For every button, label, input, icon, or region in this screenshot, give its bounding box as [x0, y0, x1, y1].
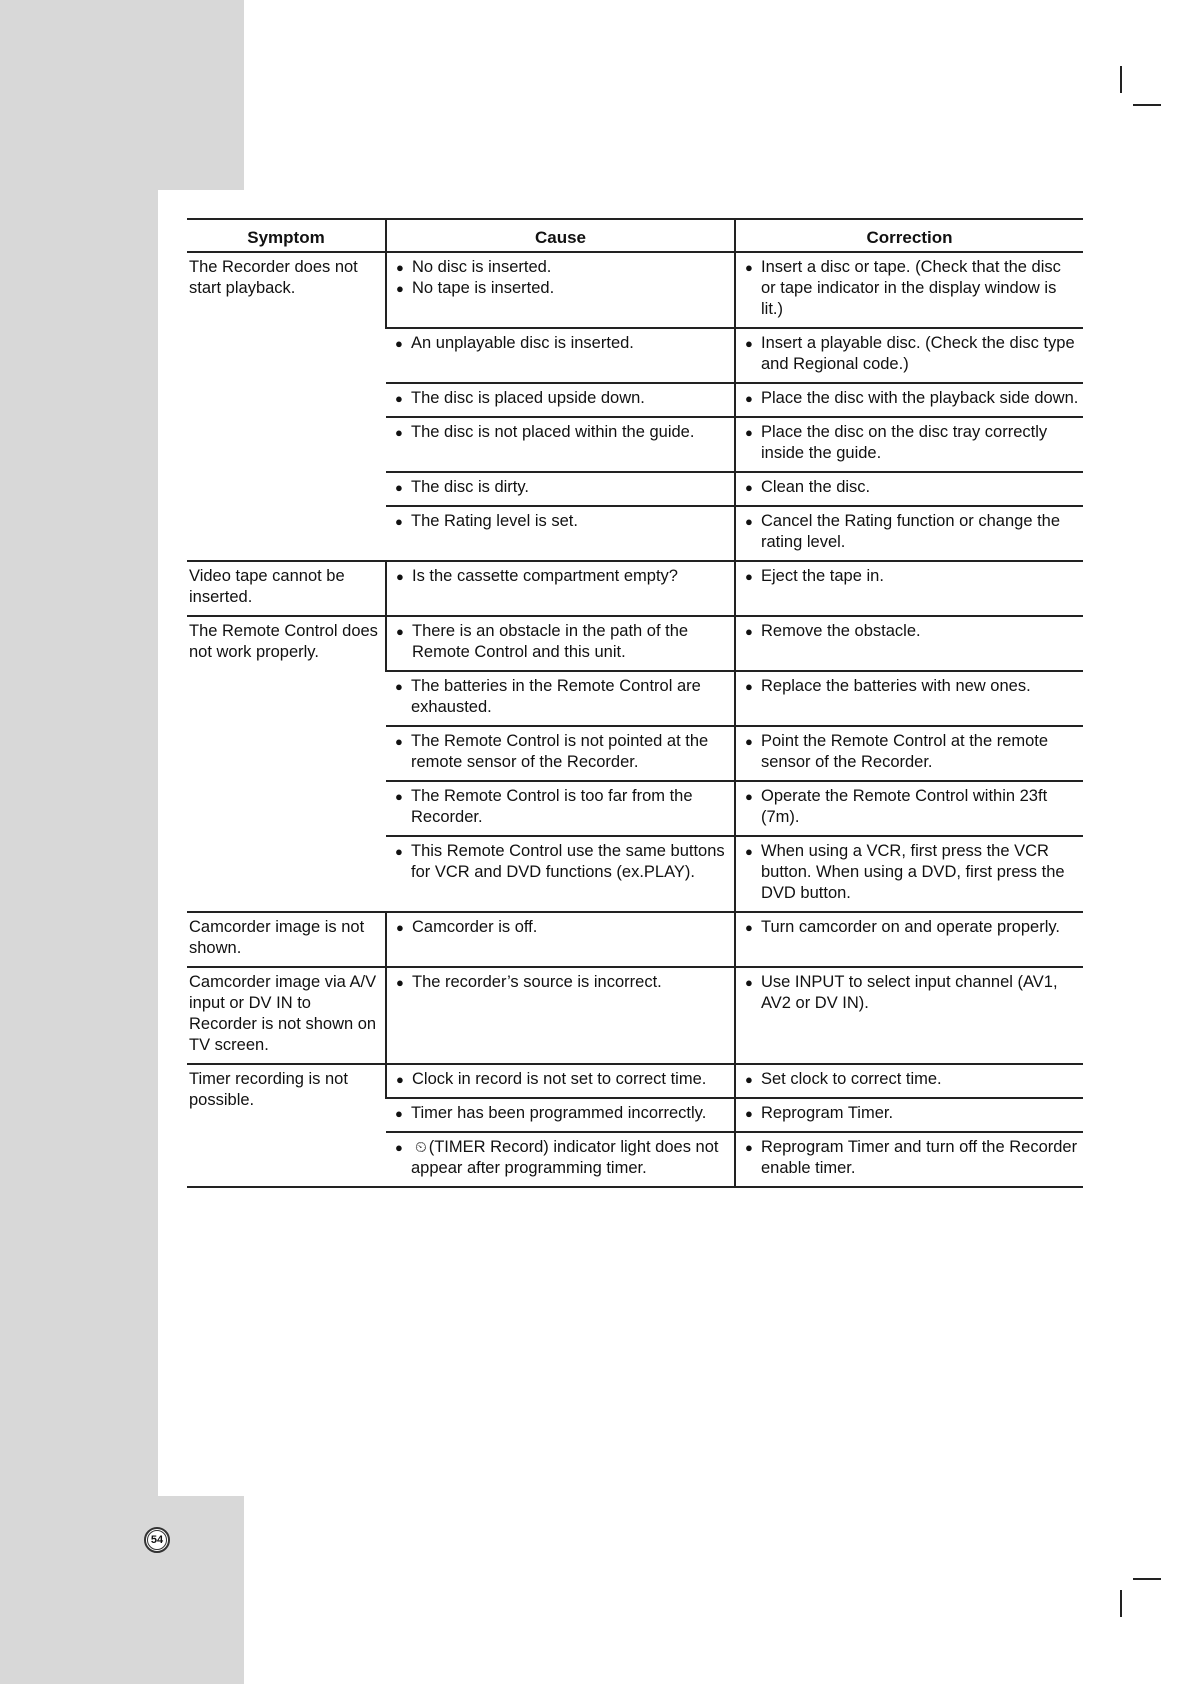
bullet-icon: ●	[745, 260, 753, 275]
cause-text: The disc is placed upside down.	[411, 389, 645, 407]
table-row	[187, 616, 1083, 671]
cause-cell	[386, 1098, 735, 1132]
margin-band-middle	[0, 190, 158, 1496]
correction-text: When using a VCR, first press the VCR button. When using a DVD, first press the DVD button.	[761, 842, 1065, 902]
cause-cell	[386, 671, 735, 726]
correction-cell	[735, 252, 1083, 328]
cause-text: (TIMER Record) indicator light does not appear after programming timer.	[411, 1138, 719, 1177]
crop-mark	[1120, 1590, 1122, 1617]
table-row	[187, 967, 1083, 1064]
bullet-icon: ●	[745, 844, 753, 859]
correction-text: Cancel the Rating function or change the rating level.	[761, 512, 1061, 551]
bullet-icon: ●	[745, 1106, 753, 1121]
bullet-icon: ●	[745, 1140, 753, 1155]
cause-text: The disc is not placed within the guide.	[411, 423, 695, 441]
correction-cell	[735, 561, 1083, 616]
bullet-icon: ●	[745, 624, 753, 639]
bullet-icon: ●	[745, 480, 753, 495]
symptom-cell: Camcorder image is not shown.	[187, 912, 386, 967]
bullet-icon: ●	[395, 734, 403, 749]
correction-text: Clean the disc.	[761, 478, 871, 496]
correction-text: Replace the batteries with new ones.	[761, 677, 1031, 695]
bullet-icon: ●	[745, 734, 753, 749]
correction-cell	[735, 1064, 1083, 1098]
correction-cell	[735, 616, 1083, 671]
page-number: 54	[147, 1530, 167, 1550]
correction-cell	[735, 417, 1083, 472]
cause-cell	[386, 252, 735, 328]
correction-text: Eject the tape in.	[761, 567, 884, 585]
table-row	[187, 912, 1083, 967]
bullet-icon: ●	[395, 480, 403, 495]
correction-text: Use INPUT to select input channel (AV1, AV2 or DV IN).	[761, 973, 1058, 1012]
cause-text: This Remote Control use the same buttons for VCR and DVD functions (ex.PLAY).	[411, 842, 725, 881]
bullet-icon: ●	[745, 679, 753, 694]
cause-cell	[386, 506, 735, 561]
cause-cell	[386, 472, 735, 506]
symptom-cell: Camcorder image via A/V input or DV IN to Recorder is not shown on TV screen.	[187, 967, 386, 1064]
cause-cell	[386, 967, 735, 1064]
correction-cell	[735, 912, 1083, 967]
cause-cell	[386, 616, 735, 671]
timer-record-icon: ⏲	[415, 1139, 427, 1156]
bullet-icon: ●	[745, 569, 753, 584]
correction-text: Turn camcorder on and operate properly.	[761, 918, 1060, 936]
crop-mark	[1133, 104, 1161, 106]
bullet-icon: ●	[745, 425, 753, 440]
bullet-icon: ●	[395, 679, 403, 694]
correction-cell	[735, 836, 1083, 912]
cause-cell	[386, 1064, 735, 1098]
symptom-cell: The Remote Control does not work properly.	[187, 616, 386, 912]
correction-cell	[735, 671, 1083, 726]
cause-text: The disc is dirty.	[411, 478, 529, 496]
correction-cell	[735, 781, 1083, 836]
bullet-icon: ●	[395, 1140, 403, 1155]
cause-cell	[386, 1132, 735, 1187]
table-row	[187, 1064, 1083, 1098]
correction-cell	[735, 1098, 1083, 1132]
cause-text: There is an obstacle in the path of the Remote Control and this unit.	[412, 622, 689, 661]
cause-header: Cause	[386, 219, 735, 252]
bullet-icon: ●	[395, 1106, 403, 1121]
cause-text: Camcorder is off.	[412, 918, 538, 936]
correction-text: Operate the Remote Control within 23ft (7m).	[761, 787, 1048, 826]
correction-cell	[735, 967, 1083, 1064]
correction-cell	[735, 726, 1083, 781]
correction-text: Remove the obstacle.	[761, 622, 921, 640]
correction-header: Correction	[735, 219, 1083, 252]
bullet-icon: ●	[745, 920, 753, 935]
correction-text: Point the Remote Control at the remote sensor of the Recorder.	[761, 732, 1049, 771]
cause-cell	[386, 328, 735, 383]
cause-cell	[386, 561, 735, 616]
bullet-icon: ●	[395, 514, 403, 529]
bullet-icon: ●	[396, 975, 404, 990]
bullet-icon: ●	[745, 336, 753, 351]
symptom-cell: Timer recording is not possible.	[187, 1064, 386, 1187]
cause-text: The Remote Control is too far from the Recorder.	[411, 787, 693, 826]
correction-cell	[735, 1132, 1083, 1187]
cause-text: The Remote Control is not pointed at the remote sensor of the Recorder.	[411, 732, 709, 771]
margin-band-top	[0, 0, 244, 190]
correction-cell	[735, 506, 1083, 561]
symptom-header: Symptom	[187, 219, 386, 252]
cause-cell	[386, 912, 735, 967]
table-header-row	[187, 219, 1083, 252]
bullet-icon: ●	[396, 624, 404, 639]
bullet-icon: ●	[396, 1072, 404, 1087]
cause-text: The recorder’s source is incorrect.	[412, 973, 662, 991]
cause-text: No tape is inserted.	[412, 279, 555, 297]
bullet-icon: ●	[745, 975, 753, 990]
cause-cell	[386, 383, 735, 417]
symptom-cell: The Recorder does not start playback.	[187, 252, 386, 561]
table-row	[187, 252, 1083, 328]
bullet-icon: ●	[745, 1072, 753, 1087]
correction-text: Insert a playable disc. (Check the disc type and Regional code.)	[761, 334, 1075, 373]
bullet-icon: ●	[395, 336, 403, 351]
troubleshooting-table	[187, 218, 1083, 1188]
cause-cell	[386, 781, 735, 836]
correction-text: Set clock to correct time.	[761, 1070, 942, 1088]
margin-band-bottom	[0, 1496, 244, 1684]
bullet-icon: ●	[396, 260, 404, 275]
cause-cell	[386, 417, 735, 472]
correction-cell	[735, 383, 1083, 417]
crop-mark	[1133, 1578, 1161, 1580]
bullet-icon: ●	[745, 391, 753, 406]
correction-text: Insert a disc or tape. (Check that the disc or tape indicator in the display window is lit.)	[761, 258, 1061, 318]
cause-text: Is the cassette compartment empty?	[412, 567, 678, 585]
correction-text: Place the disc with the playback side down.	[761, 389, 1079, 407]
table-row	[187, 561, 1083, 616]
page-number-badge	[144, 1527, 170, 1553]
bullet-icon: ●	[395, 425, 403, 440]
cause-cell	[386, 836, 735, 912]
correction-text: Reprogram Timer and turn off the Recorder enable timer.	[761, 1138, 1078, 1177]
bullet-icon: ●	[395, 391, 403, 406]
cause-cell	[386, 726, 735, 781]
bullet-icon: ●	[745, 789, 753, 804]
correction-text: Place the disc on the disc tray correctly inside the guide.	[761, 423, 1048, 462]
cause-text: No disc is inserted.	[412, 258, 552, 276]
bullet-icon: ●	[395, 844, 403, 859]
cause-text: Timer has been programmed incorrectly.	[411, 1104, 707, 1122]
cause-text: Clock in record is not set to correct time.	[412, 1070, 707, 1088]
bullet-icon: ●	[396, 569, 404, 584]
symptom-cell: Video tape cannot be inserted.	[187, 561, 386, 616]
cause-text: The Rating level is set.	[411, 512, 578, 530]
cause-text: An unplayable disc is inserted.	[411, 334, 634, 352]
cause-text: The batteries in the Remote Control are exhausted.	[411, 677, 701, 716]
bullet-icon: ●	[396, 281, 404, 296]
correction-cell	[735, 328, 1083, 383]
correction-cell	[735, 472, 1083, 506]
correction-text: Reprogram Timer.	[761, 1104, 894, 1122]
bullet-icon: ●	[396, 920, 404, 935]
crop-mark	[1120, 66, 1122, 93]
bullet-icon: ●	[745, 514, 753, 529]
bullet-icon: ●	[395, 789, 403, 804]
